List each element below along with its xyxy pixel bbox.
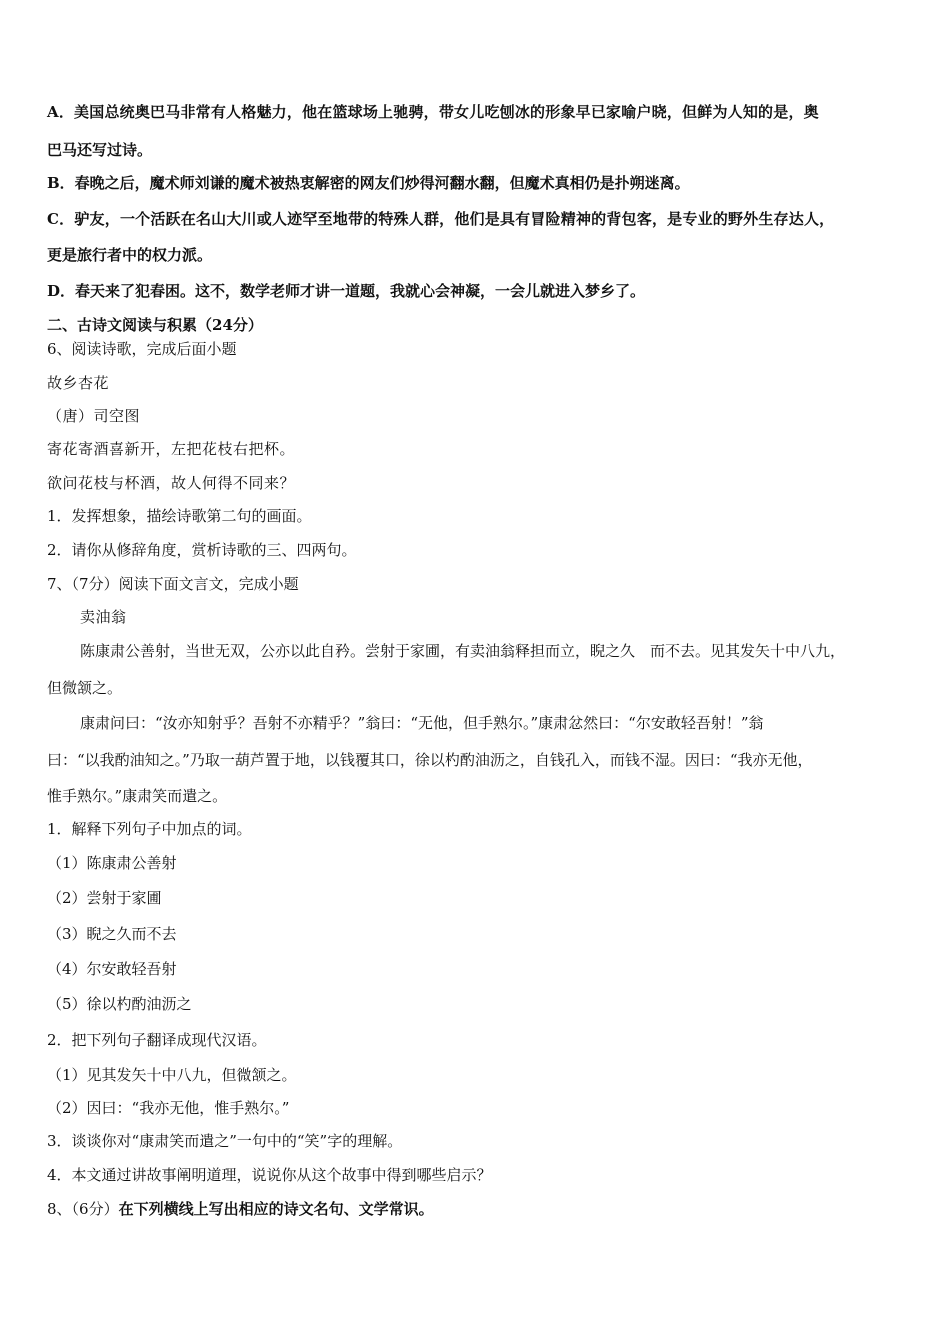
q7-sub1-item-2: （2）尝射于家圃 — [47, 889, 162, 907]
q8-text: 在下列横线上写出相应的诗文名句、文学常识。 — [118, 1200, 434, 1218]
option-b: B．春晚之后，魔术师刘谦的魔术被热衷解密的网友们炒得河翻水翻，但魔术真相仍是扑朔迷离。 — [47, 174, 690, 192]
para2-line3: 惟手熟尔。”康肃笑而遣之。 — [47, 787, 228, 805]
poem-line-1: 寄花寄酒喜新开，左把花枝右把杯。 — [47, 440, 296, 458]
q7-sub2-item-1: （1）见其发矢十中八九，但微颔之。 — [47, 1066, 297, 1084]
poem-line-2: 欲问花枝与杯酒，故人何得不同来？ — [47, 474, 296, 492]
q7-sub4: 4．本文通过讲故事阐明道理，说说你从这个故事中得到哪些启示？ — [47, 1166, 492, 1184]
section-heading: 二、古诗文阅读与积累（24分） — [47, 316, 263, 334]
q6-sub2: 2．请你从修辞角度，赏析诗歌的三、四两句。 — [47, 541, 357, 559]
option-c-line2: 更是旅行者中的权力派。 — [47, 246, 213, 264]
option-a-line2: 巴马还写过诗。 — [47, 141, 153, 159]
q7-sub1-item-4: （4）尔安敢轻吾射 — [47, 960, 177, 978]
q7-prompt: 7、（7分）阅读下面文言文，完成小题 — [47, 575, 299, 593]
poem-title: 故乡杏花 — [47, 374, 110, 392]
option-c-line1: C．驴友，一个活跃在名山大川或人迹罕至地带的特殊人群，他们是具有冒险精神的背包客，是专业的野外生存达人， — [47, 210, 835, 228]
q7-sub1-item-1: （1）陈康肃公善射 — [47, 854, 177, 872]
para1-line1: 陈康肃公善射，当世无双，公亦以此自矜。尝射于家圃，有卖油翁释担而立，睨之久 而不去。见其发矢十中八九， — [80, 642, 846, 660]
q6-sub1: 1．发挥想象，描绘诗歌第二句的画面。 — [47, 507, 312, 525]
q7-sub1-item-3: （3）睨之久而不去 — [47, 925, 177, 943]
q7-sub2-item-2: （2）因曰：“我亦无他，惟手熟尔。” — [47, 1099, 290, 1117]
option-a-line1: A．美国总统奥巴马非常有人格魅力，他在篮球场上驰骋，带女儿吃刨冰的形象早已家喻户晓，但鲜为人知的是，奥 — [47, 103, 819, 121]
q8-label: 8、（6分） — [47, 1200, 119, 1218]
para2-line1: 康肃问曰：“汝亦知射乎？吾射不亦精乎？”翁曰：“无他，但手熟尔。”康肃忿然曰：“尔安敢轻吾射！”翁 — [80, 714, 764, 732]
para1-line2: 但微颔之。 — [47, 679, 123, 697]
q7-sub1-item-5: （5）徐以杓酌油沥之 — [47, 995, 192, 1013]
q6-prompt: 6、阅读诗歌，完成后面小题 — [47, 340, 237, 358]
poem-author: （唐）司空图 — [47, 407, 141, 425]
q7-sub3: 3．谈谈你对“康肃笑而遣之”一句中的“笑”字的理解。 — [47, 1132, 403, 1150]
para2-line2: 曰：“以我酌油知之。”乃取一葫芦置于地，以钱覆其口，徐以杓酌油沥之，自钱孔入，而钱不湿。因曰：“我亦无他， — [47, 751, 813, 769]
q7-sub1: 1．解释下列句子中加点的词。 — [47, 820, 252, 838]
option-d: D．春天来了犯春困。这不，数学老师才讲一道题，我就心会神凝，一会儿就进入梦乡了。 — [47, 282, 646, 300]
q7-sub2: 2．把下列句子翻译成现代汉语。 — [47, 1031, 267, 1049]
q8-prompt — [47, 1199, 434, 1219]
text-title: 卖油翁 — [80, 608, 127, 626]
